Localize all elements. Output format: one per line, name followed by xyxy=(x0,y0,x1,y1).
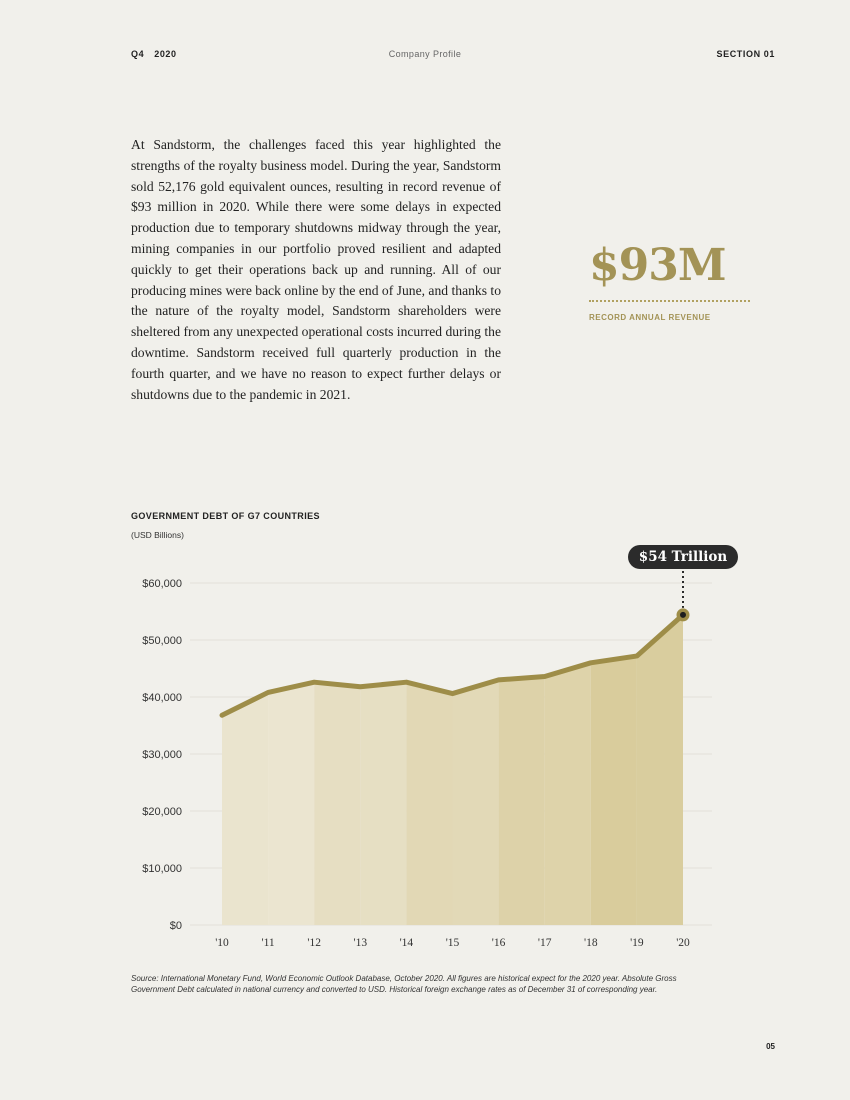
area-segment xyxy=(314,682,360,925)
header-title: Company Profile xyxy=(388,49,462,59)
source-note: Source: International Monetary Fund, World Economic Outlook Database, October 2020. All figures are historical expect for the 2020 year. Absolute Gross Government Debt calculated in national currency and converted to USD. Historical foreign exchange rates as of December 31 of corresponding year. xyxy=(131,974,677,994)
y-tick-label: $20,000 xyxy=(142,806,182,818)
page-number: 05 xyxy=(766,1042,775,1051)
x-tick-label: '14 xyxy=(399,937,414,949)
y-tick-label: $10,000 xyxy=(142,863,182,875)
area-segment xyxy=(268,682,314,925)
area-segment xyxy=(222,692,268,925)
y-tick-label: $30,000 xyxy=(142,749,182,761)
area-segment xyxy=(545,663,591,925)
x-tick-label: '16 xyxy=(491,937,506,949)
chart-annotation: $54 Trillion xyxy=(628,545,738,569)
stat-value: $93M xyxy=(589,240,726,291)
x-tick-label: '20 xyxy=(676,937,690,949)
header-section: SECTION 01 xyxy=(716,49,775,59)
stat-label: RECORD ANNUAL REVENUE xyxy=(589,313,711,322)
y-tick-label: $60,000 xyxy=(142,578,182,590)
x-tick-label: '19 xyxy=(630,937,644,949)
header-year: 2020 xyxy=(154,49,177,59)
y-tick-label: $0 xyxy=(169,920,182,932)
area-segment xyxy=(591,656,637,925)
area-segment xyxy=(453,680,499,925)
x-tick-label: '12 xyxy=(307,937,321,949)
area-segment xyxy=(637,615,683,925)
y-tick-label: $40,000 xyxy=(142,692,182,704)
body-paragraph: At Sandstorm, the challenges faced this year highlighted the strengths of the royalty business model. During the year, Sandstorm sold 52,176 gold equivalent ounces, resulting in record revenue of $93 million in 2020. While there were some delays in expected production due to temporary shutdowns midway through the year, mining companies in our portfolio proved resilient and adapted quickly to get their operations back up and running. All of our producing mines were back online by the end of June, and thanks to the nature of the royalty model, Sandstorm shareholders were sheltered from any unexpected operational costs incurred during the downtime. Sandstorm received full quarterly production in the fourth quarter, and we have no reason to expect further delays or shutdowns due to the pandemic in 2021. xyxy=(131,137,501,402)
x-tick-label: '17 xyxy=(537,937,552,949)
y-tick-label: $50,000 xyxy=(142,635,182,647)
x-tick-label: '18 xyxy=(584,937,598,949)
area-segment xyxy=(360,682,406,925)
x-tick-label: '13 xyxy=(353,937,368,949)
x-tick-label: '15 xyxy=(445,937,460,949)
data-point-marker-center xyxy=(680,612,686,618)
x-tick-label: '10 xyxy=(215,937,229,949)
header-quarter: Q4 xyxy=(131,49,145,59)
area-segment xyxy=(499,676,545,925)
x-tick-label: '11 xyxy=(261,937,275,949)
chart-title: GOVERNMENT DEBT OF G7 COUNTRIES xyxy=(131,511,320,521)
area-segment xyxy=(406,682,452,925)
chart-subtitle: (USD Billions) xyxy=(131,530,184,540)
